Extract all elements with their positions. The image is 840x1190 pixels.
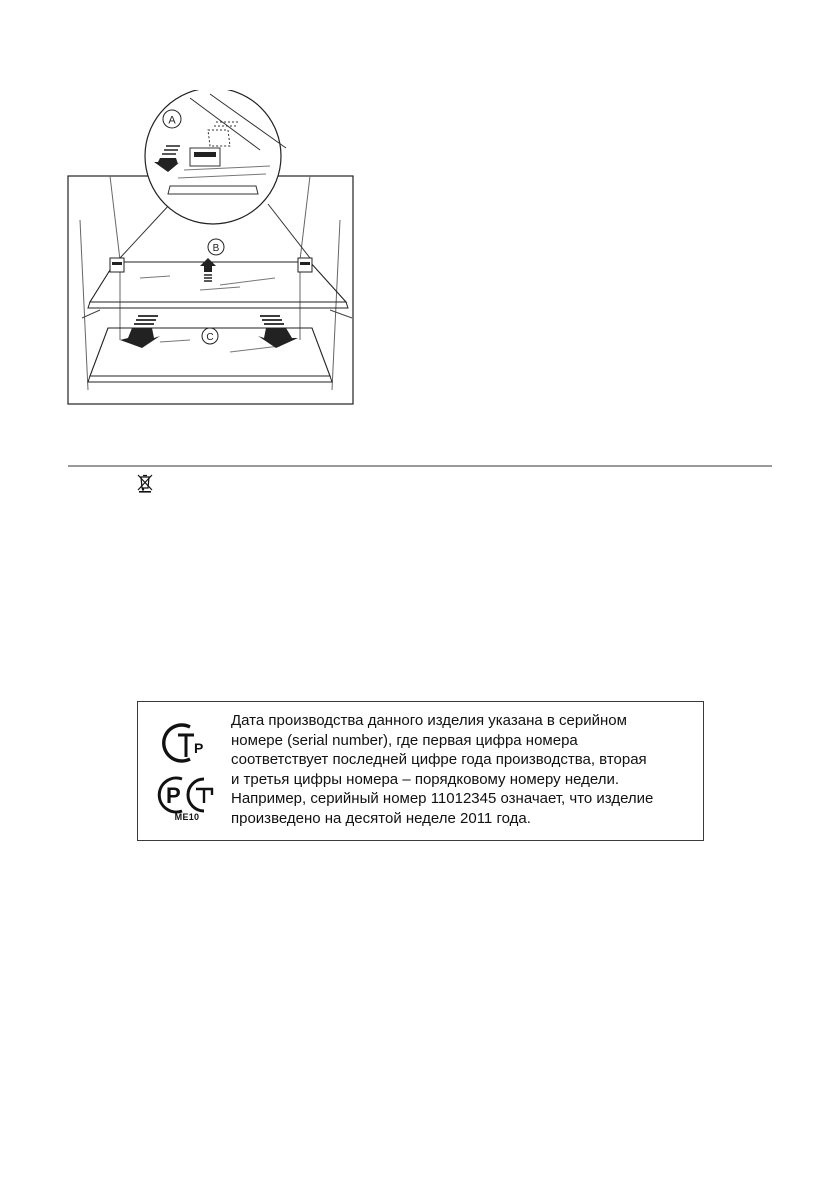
svg-text:P: P [194, 740, 204, 756]
eac-tr-mark-icon [164, 725, 204, 761]
text-line: произведено на десятой неделе 2011 года. [231, 809, 531, 827]
text-line: номере (serial number), где первая цифра номера [231, 731, 578, 749]
text-line: Например, серийный номер 11012345 означает, что изделие [231, 790, 654, 808]
rst-gost-mark-icon [159, 778, 212, 812]
label-a: A [168, 114, 176, 127]
crossed-out-wheelie-bin-icon [136, 473, 154, 493]
text-line: соответствует последней цифре года производства, вторая [231, 751, 647, 769]
label-b: B [212, 243, 220, 254]
shelf-removal-illustration [60, 90, 370, 420]
certification-code: ME10 [174, 812, 200, 822]
svg-text:P: P [166, 783, 181, 808]
certification-box [137, 701, 704, 841]
label-c: C [206, 332, 214, 343]
section-divider [68, 465, 772, 467]
text-line: Дата производства данного изделия указана в серийном [231, 712, 627, 729]
text-line: и третья цифры номера – порядковому номеру недели. [231, 770, 620, 788]
arrow-out-right [258, 316, 298, 348]
serial-number-explanation [231, 711, 696, 829]
arrow-out-left [120, 316, 160, 348]
